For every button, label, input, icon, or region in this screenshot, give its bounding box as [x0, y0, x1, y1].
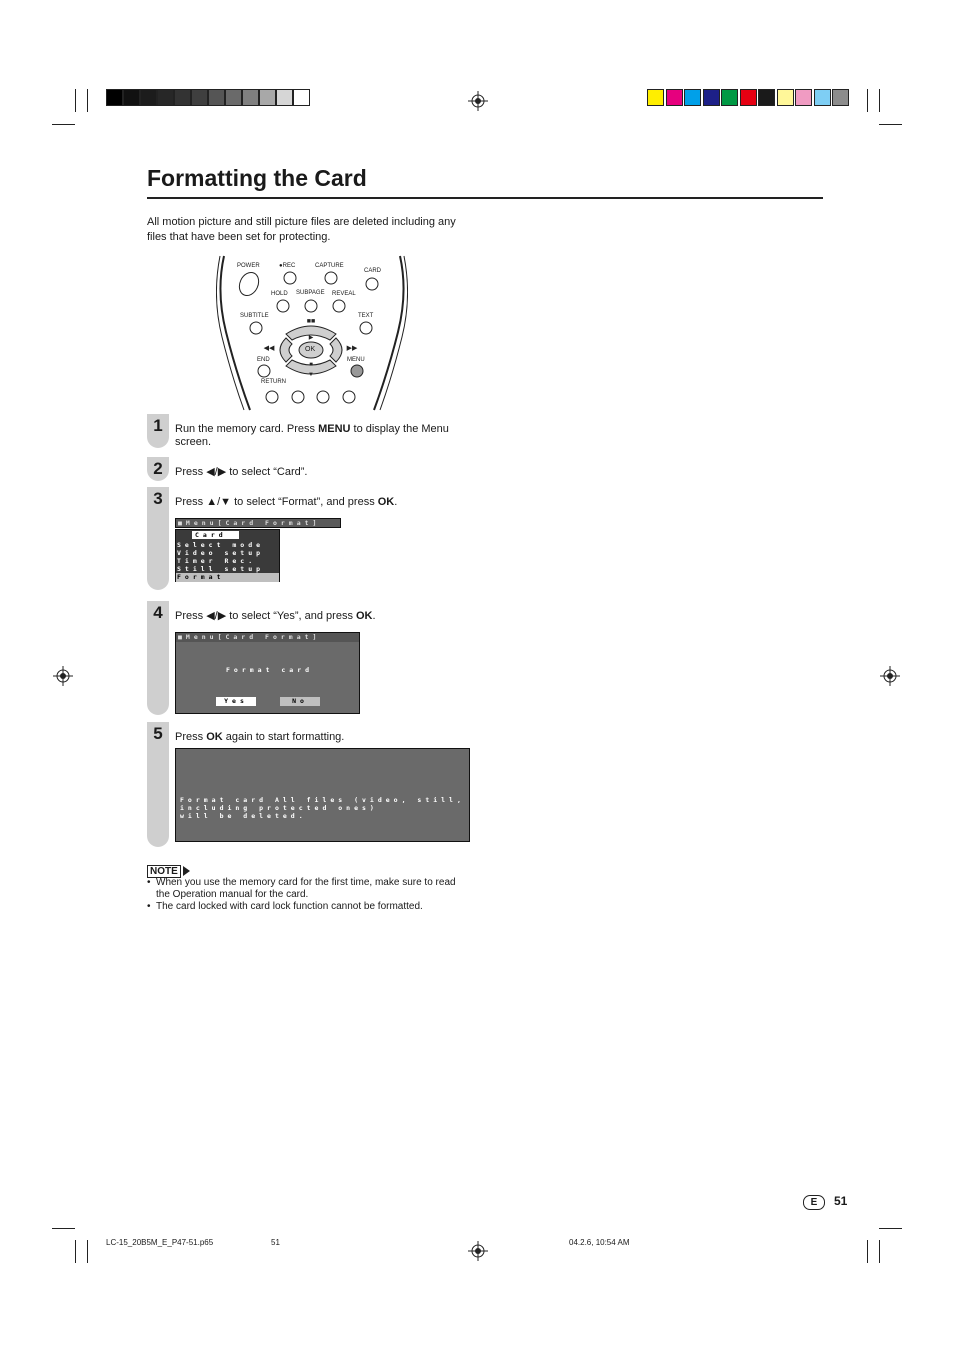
key-name: MENU: [318, 423, 351, 435]
step-4-number: 4: [153, 603, 163, 622]
gray-swatch: [259, 89, 276, 106]
key-name: OK: [206, 731, 223, 743]
crop-mark: [87, 89, 88, 112]
step-3-text: [175, 496, 465, 509]
svg-text:◀◀: ◀◀: [263, 345, 275, 352]
step-text-part: .: [394, 496, 398, 508]
color-swatch: [647, 89, 664, 106]
page-title: Formatting the Card: [147, 165, 367, 191]
footer-sheet: 51: [271, 1238, 280, 1247]
registration-mark-icon: [53, 666, 73, 686]
format-confirm-screen: [175, 632, 360, 714]
step-text-part: .: [372, 610, 376, 622]
menu-item: Timer Rec.: [177, 557, 257, 565]
menu-panel: [175, 529, 280, 582]
step-3-number: 3: [153, 489, 163, 508]
gray-swatch: [191, 89, 208, 106]
crop-mark: [52, 1228, 75, 1229]
crop-mark: [879, 124, 902, 125]
note-item: • When you use the memory card for the first time, make sure to read the Operation manual for the card.: [147, 877, 467, 901]
crop-mark: [75, 89, 76, 112]
step-text-part: Run the memory card. Press: [175, 423, 319, 435]
warning-line: will be deleted.: [180, 812, 307, 820]
remote-label-text: TEXT: [358, 313, 374, 319]
step-2-text: [175, 466, 465, 479]
svg-text:■■: ■■: [306, 318, 316, 325]
format-screen-header: ■Menu[Card Format]: [176, 633, 359, 642]
intro-text: All motion picture and still picture files are deleted including any files that have been set for protecting.: [147, 216, 456, 243]
gray-swatch: [123, 89, 140, 106]
note-label: NOTE: [147, 865, 181, 878]
step-1-text: [175, 423, 455, 449]
remote-label-hold: HOLD: [271, 291, 288, 297]
remote-outline-icon: [216, 252, 408, 412]
crop-mark: [52, 124, 75, 125]
gray-swatch: [157, 89, 174, 106]
step-5-text: [175, 731, 465, 744]
menu-tab-card: Card: [192, 531, 239, 539]
remote-label-menu: MENU: [347, 357, 365, 363]
step-5-number: 5: [153, 724, 163, 743]
crop-mark: [879, 89, 880, 112]
color-swatch: [795, 89, 812, 106]
svg-text:▼: ▼: [308, 372, 314, 378]
step-text-part: to select “Card”.: [226, 466, 308, 478]
step-text-part: Press: [175, 496, 207, 508]
language-badge: E: [803, 1195, 825, 1210]
menu-item: Still setup: [177, 565, 265, 573]
remote-label-rec: ●REC: [279, 263, 296, 269]
remote-label-power: POWER: [237, 263, 260, 269]
step-text-part: Press: [175, 610, 207, 622]
crop-mark: [867, 89, 868, 112]
remote-label-ok: OK: [305, 346, 316, 353]
remote-label-capture: CAPTURE: [315, 263, 344, 269]
svg-text:▶: ▶: [308, 335, 314, 341]
crop-mark: [867, 1240, 868, 1263]
note-list: [147, 877, 467, 913]
svg-text:▶▶: ▶▶: [346, 345, 358, 352]
svg-text:■: ■: [309, 362, 313, 368]
footer-file: LC-15_20B5M_E_P47-51.p65: [106, 1238, 214, 1247]
gray-swatch: [208, 89, 225, 106]
warning-line: including protected ones): [180, 804, 378, 812]
remote-label-end: END: [257, 357, 270, 363]
gray-swatch: [276, 89, 293, 106]
crop-mark: [879, 1240, 880, 1263]
step-2-number: 2: [153, 459, 163, 478]
key-name: OK: [356, 610, 373, 622]
menu-item: Video setup: [177, 549, 265, 557]
step-text-part: to select “Format”, and press: [231, 496, 378, 508]
key-name: OK: [377, 496, 395, 508]
color-swatch: [740, 89, 757, 106]
note-arrow-icon: [183, 866, 190, 876]
remote-label-card: CARD: [364, 268, 382, 274]
left-right-arrow-icon: ◀/▶: [206, 610, 227, 622]
gray-swatch: [140, 89, 157, 106]
crop-mark: [75, 1240, 76, 1263]
gray-swatch: [293, 89, 310, 106]
step-text-part: Press: [175, 466, 207, 478]
color-swatch: [832, 89, 849, 106]
remote-illustration: [216, 252, 408, 412]
step-text-part: to select “Yes”, and press: [226, 610, 356, 622]
color-swatch: [684, 89, 701, 106]
step-text-part: Press: [175, 731, 207, 743]
format-prompt: Format card: [226, 666, 314, 674]
left-right-arrow-icon: ◀/▶: [206, 466, 227, 478]
registration-mark-icon: [468, 1241, 488, 1261]
color-swatch: [777, 89, 794, 106]
title-rule: [147, 197, 823, 199]
menu-item: Select mode: [177, 541, 265, 549]
up-down-arrow-icon: ▲/▼: [206, 496, 232, 508]
registration-mark-icon: [880, 666, 900, 686]
remote-label-subpage: SUBPAGE: [296, 290, 325, 296]
gray-swatch: [174, 89, 191, 106]
footer-timestamp: 04.2.6, 10:54 AM: [569, 1238, 630, 1247]
gray-swatch: [242, 89, 259, 106]
crop-mark: [87, 1240, 88, 1263]
page-number: 51: [834, 1194, 848, 1208]
step-text-part: again to start formatting.: [222, 731, 345, 743]
remote-label-return: RETURN: [261, 379, 286, 385]
warning-line: Format card All files (video, still,: [180, 796, 465, 804]
gray-swatch: [106, 89, 123, 106]
yes-option[interactable]: Yes: [216, 697, 256, 706]
step-text-part: to display the Menu screen.: [175, 423, 449, 448]
color-swatch: [666, 89, 683, 106]
no-option[interactable]: No: [280, 697, 320, 706]
note-item: • The card locked with card lock function cannot be formatted.: [147, 901, 467, 913]
color-swatch: [758, 89, 775, 106]
registration-mark-icon: [468, 91, 488, 111]
step-4-text: [175, 610, 465, 623]
remote-label-subtitle: SUBTITLE: [240, 313, 269, 319]
color-swatch: [703, 89, 720, 106]
menu-item-selected: Format: [176, 573, 279, 582]
color-swatch: [721, 89, 738, 106]
remote-label-reveal: REVEAL: [332, 291, 356, 297]
menu-header: ■Menu[Card Format]: [175, 518, 341, 528]
gray-swatch: [225, 89, 242, 106]
format-warning-screen: [175, 748, 470, 842]
color-swatch: [814, 89, 831, 106]
crop-mark: [879, 1228, 902, 1229]
step-1-number: 1: [153, 416, 163, 435]
